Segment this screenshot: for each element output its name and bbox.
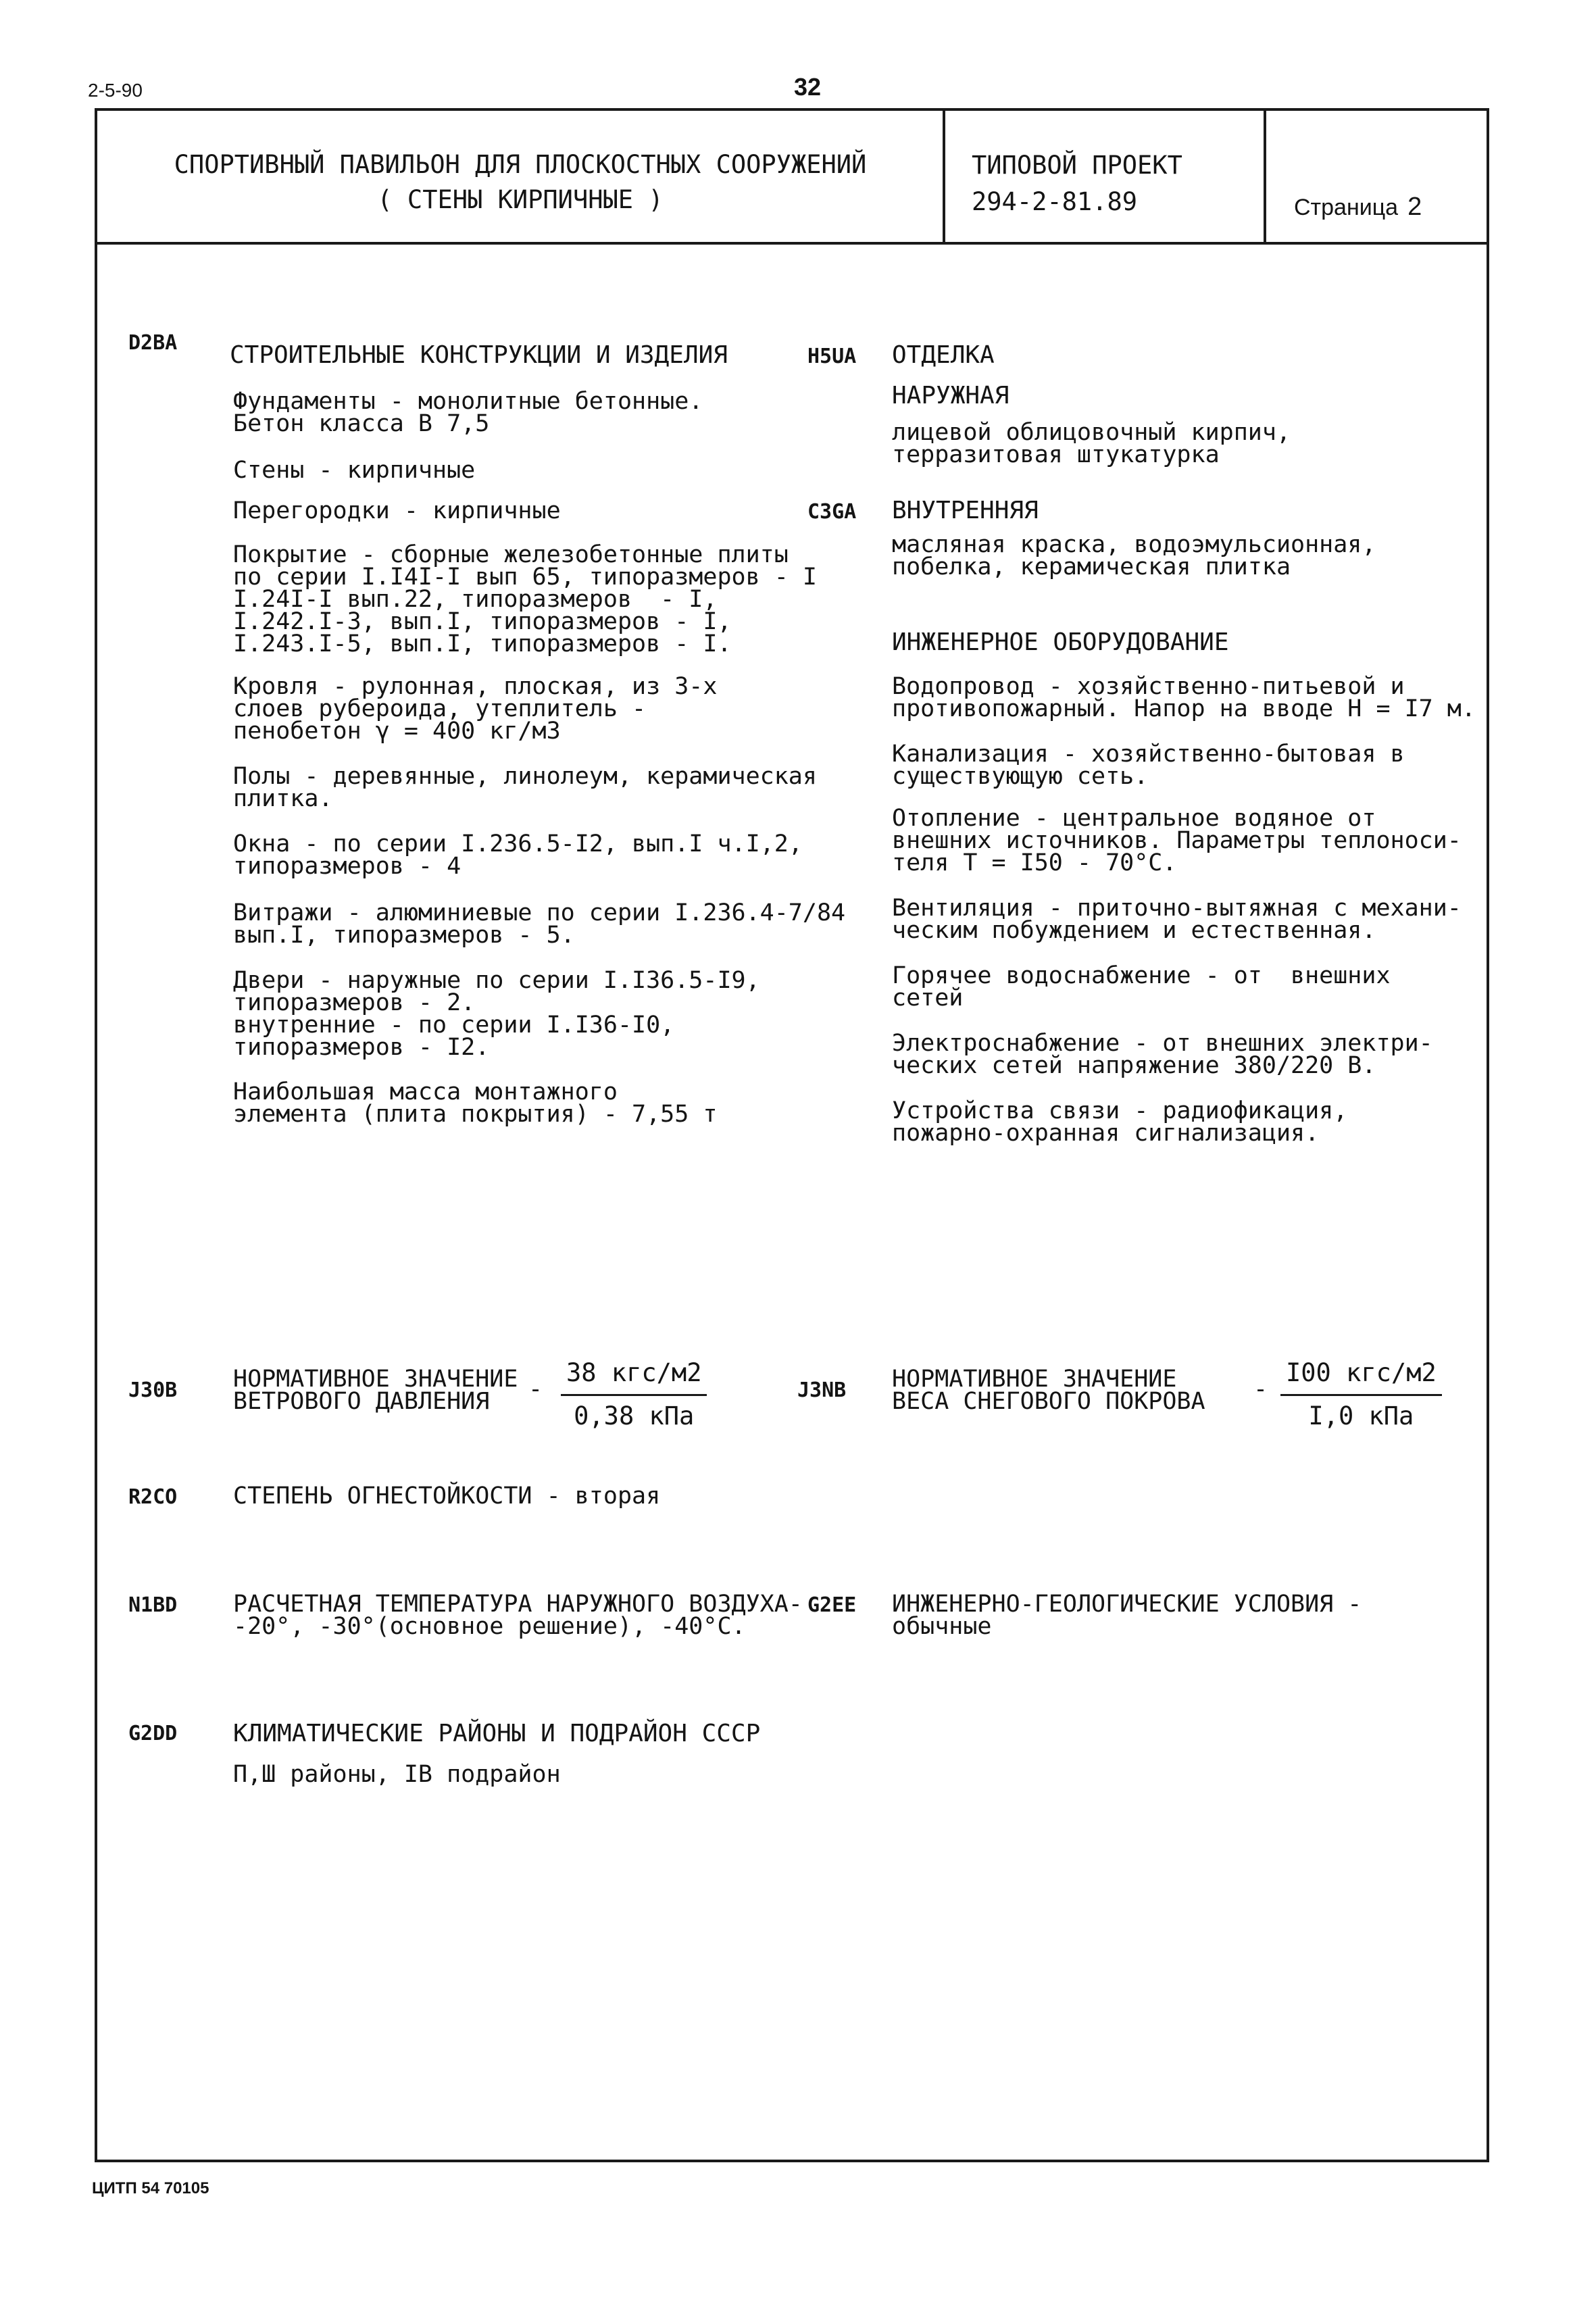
exterior-text: лицевой облицовочный кирпич, терразитовая штукатурка <box>892 419 1291 468</box>
stained-glass-text: Витражи - алюминиевые по серии I.236.4-7/84 вып.I, типоразмеров - 5. <box>233 899 846 949</box>
fire-rating <box>233 1485 660 1508</box>
header-bottom-line <box>95 242 1489 245</box>
project-number: 294-2-81.89 <box>972 187 1138 216</box>
wind-code: J30В <box>128 1378 178 1402</box>
foundations-text: Фундаменты - монолитные бетонные. Бетон класса В 7,5 <box>233 388 703 437</box>
fire-code: R2CO <box>128 1485 178 1509</box>
snow-code: J3NВ <box>797 1378 847 1402</box>
interior-text: масляная краска, водоэмульсионная, побелка, керамическая плитка <box>892 531 1376 580</box>
sewer-text: Канализация - хозяйственно-бытовая в существующую сеть. <box>892 741 1405 790</box>
finish-heading: ОТДЕЛКА <box>892 341 995 369</box>
finish-code: Н5UА <box>807 345 857 368</box>
sheet-code: 2-5-90 <box>88 80 143 101</box>
section-code: D2ВА <box>128 331 178 355</box>
climate-heading: КЛИМАТИЧЕСКИЕ РАЙОНЫ И ПОДРАЙОН СССР <box>233 1720 761 1747</box>
ventilation-text: Вентиляция - приточно-вытяжная с механи- ческим побуждением и естественная. <box>892 895 1462 944</box>
page-label: Страница <box>1294 195 1399 220</box>
max-mass-text: Наибольшая масса монтажного элемента (плита покрытия) - 7,55 т <box>233 1078 718 1128</box>
footer-stamp: ЦИТП 54 70105 <box>92 2179 209 2197</box>
fire-label: СТЕПЕНЬ ОГНЕСТОЙКОСТИ <box>233 1483 532 1510</box>
page-number: 32 <box>794 73 822 101</box>
comms-text: Устройства связи - радиофикация, пожарно-охранная сигнализация. <box>892 1097 1348 1147</box>
temperature-text: РАСЧЕТНАЯ ТЕМПЕРАТУРА НАРУЖНОГО ВОЗДУХА- -20°, -30°(основное решение), -40°С. <box>233 1591 803 1640</box>
temperature-code: N1ВD <box>128 1593 178 1617</box>
doors-text: Двери - наружные по серии I.I36.5-I9, типоразмеров - 2. внутренние - по серии I.I36-I0, типоразмеров - I2. <box>233 967 760 1061</box>
snow-value-kgf: I00 кгс/м2 <box>1280 1358 1442 1396</box>
climate-code: G2DD <box>128 1722 178 1745</box>
wind-value <box>561 1358 707 1430</box>
snow-label: НОРМАТИВНОЕ ЗНАЧЕНИЕ ВЕСА СНЕГОВОГО ПОКРОВА <box>892 1366 1205 1415</box>
power-text: Электроснабжение - от внешних электри- ческих сетей напряжение 380/220 В. <box>892 1030 1433 1079</box>
wind-label: НОРМАТИВНОЕ ЗНАЧЕНИЕ ВЕТРОВОГО ДАВЛЕНИЯ <box>233 1366 518 1415</box>
hot-water-text: Горячее водоснабжение - от внешних сетей <box>892 962 1391 1012</box>
header-divider-2 <box>1264 108 1266 243</box>
header-divider-1 <box>943 108 945 243</box>
water-text: Водопровод - хозяйственно-питьевой и противопожарный. Напор на вводе Н = I7 м. <box>892 673 1476 722</box>
project-label: ТИПОВОЙ ПРОЕКТ <box>972 151 1182 180</box>
wind-value-kgf: 38 кгс/м2 <box>561 1358 707 1396</box>
geology-text: ИНЖЕНЕРНО-ГЕОЛОГИЧЕСКИЕ УСЛОВИЯ - обычные <box>892 1591 1362 1640</box>
partitions-text: Перегородки - кирпичные <box>233 497 561 524</box>
exterior-heading: НАРУЖНАЯ <box>892 382 1009 409</box>
wind-value-kpa: 0,38 кПа <box>574 1401 695 1430</box>
page-label-block <box>1294 193 1422 222</box>
floors-text: Полы - деревянные, линолеум, керамическая плитка. <box>233 763 817 812</box>
page-value: 2 <box>1407 193 1422 221</box>
section-heading: СТРОИТЕЛЬНЫЕ КОНСТРУКЦИИ И ИЗДЕЛИЯ <box>230 341 728 369</box>
document-title: СПОРТИВНЫЙ ПАВИЛЬОН ДЛЯ ПЛОСКОСТНЫХ СООРУЖЕНИЙ ( СТЕНЫ КИРПИЧНЫЕ ) <box>174 150 867 214</box>
snow-dash: - <box>1253 1376 1268 1403</box>
roof-slabs-text: Покрытие - сборные железобетонные плиты по серии I.I4I-I вып 65, типоразмеров - I I.24I-I вып.22, типоразмеров - I, I.242.I-3, вып.I, типоразмеров - I, I.243.I-5, вып.I, типоразмеров - I. <box>233 541 817 657</box>
walls-text: Стены - кирпичные <box>233 457 476 484</box>
interior-heading: ВНУТРЕННЯЯ <box>892 497 1039 524</box>
heating-text: Отопление - центральное водяное от внешних источников. Параметры теплоноси- теля Т = I50 - 70°С. <box>892 805 1462 876</box>
engineering-heading: ИНЖЕНЕРНОЕ ОБОРУДОВАНИЕ <box>892 628 1229 656</box>
interior-code: С3GА <box>807 500 857 524</box>
geology-code: G2ЕЕ <box>807 1593 857 1617</box>
wind-dash: - <box>528 1376 543 1403</box>
fire-value: - вторая <box>546 1483 661 1510</box>
climate-text: П,Ш районы, IВ подрайон <box>233 1761 561 1788</box>
snow-value-kpa: I,0 кПа <box>1308 1401 1414 1430</box>
roofing-text: Кровля - рулонная, плоская, из 3-х слоев рубероида, утеплитель - пенобетон γ = 400 кг/м3 <box>233 673 718 745</box>
snow-value <box>1280 1358 1442 1430</box>
windows-text: Окна - по серии I.236.5-I2, вып.I ч.I,2, типоразмеров - 4 <box>233 830 803 880</box>
